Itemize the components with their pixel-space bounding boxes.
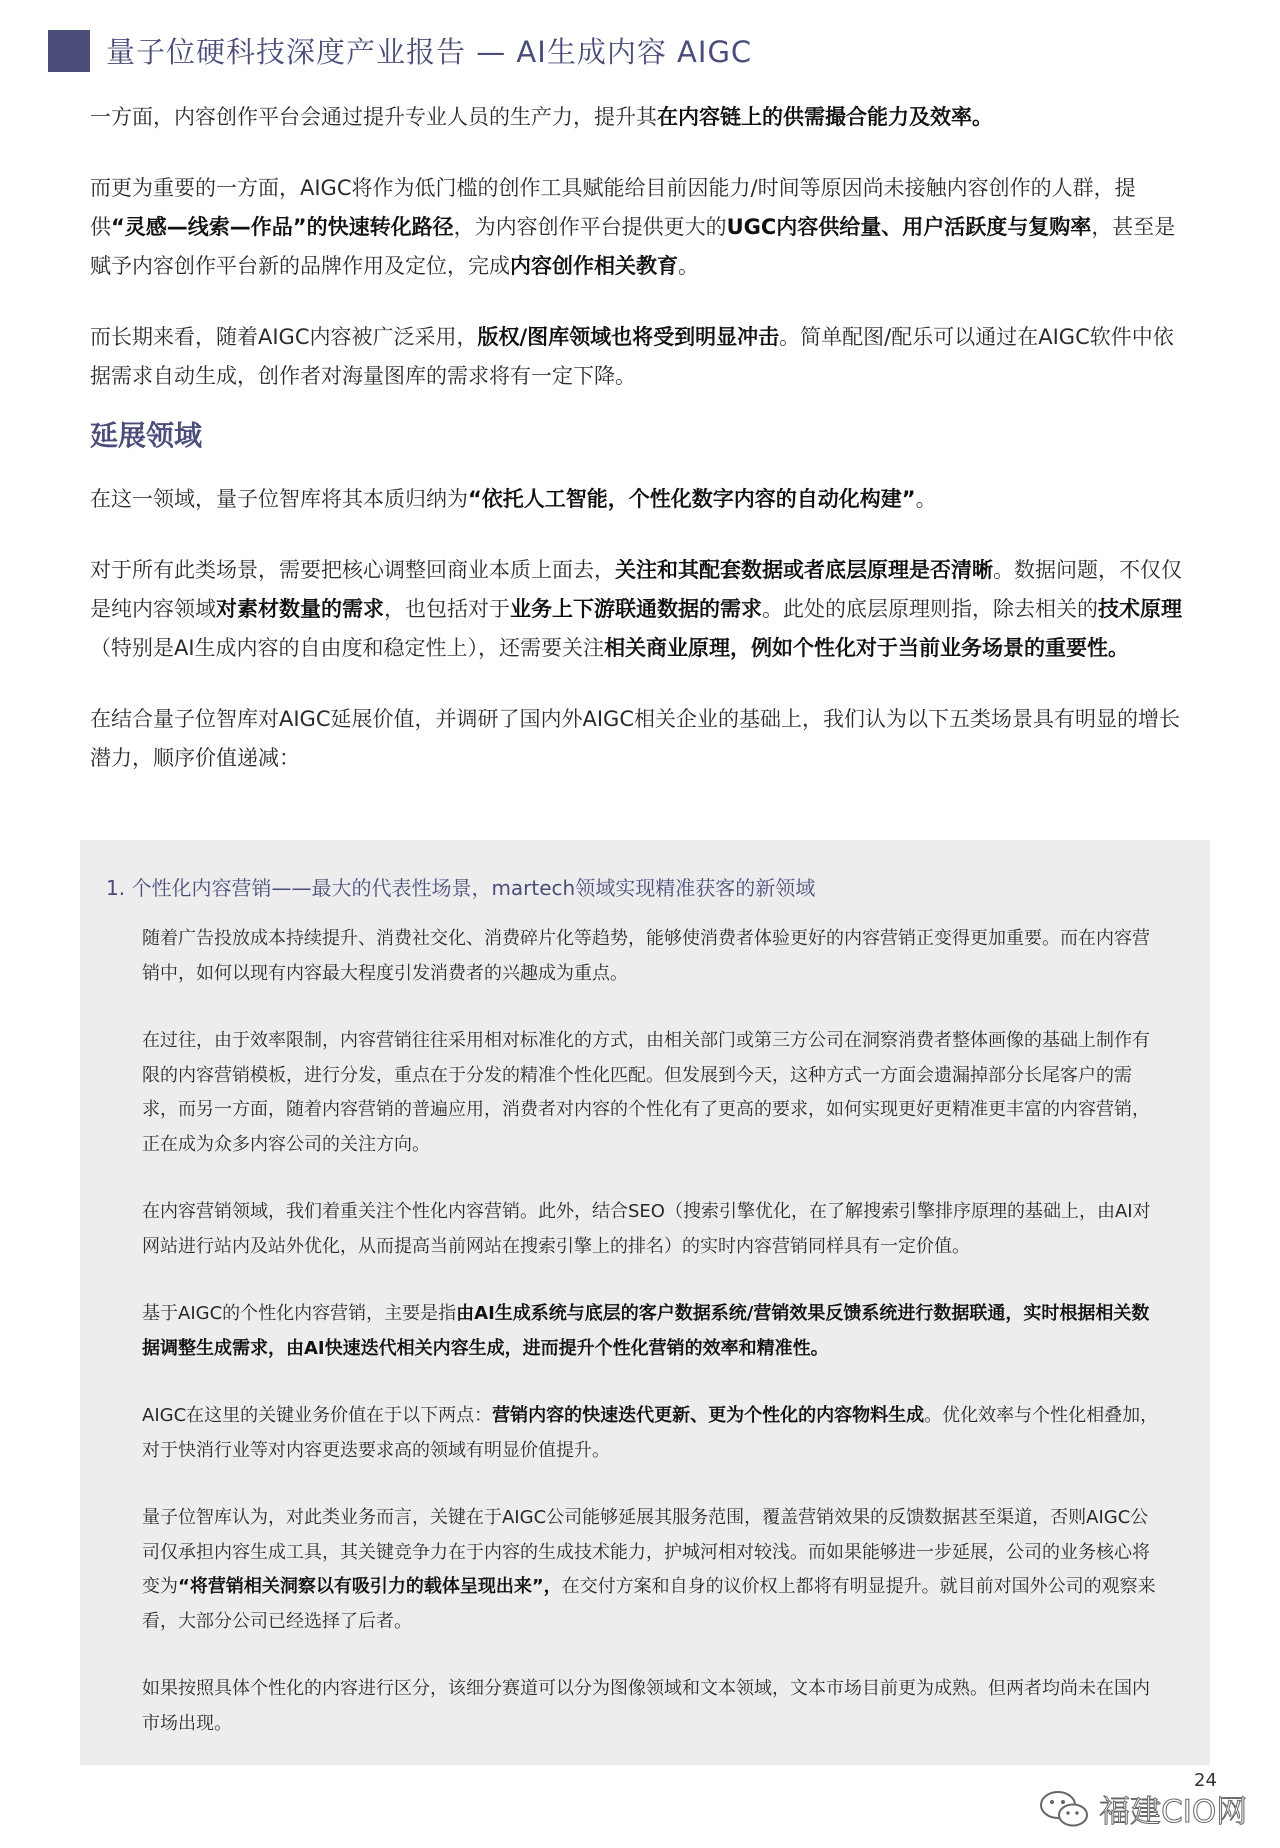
- emphasis-text: 版权/图库领域也将受到明显冲击: [477, 325, 780, 349]
- body-text: 在这一领域，量子位智库将其本质归纳为: [90, 487, 468, 511]
- wechat-icon: [1036, 1787, 1094, 1831]
- intro-paragraph: [90, 169, 1190, 286]
- body-text: AIGC在这里的关键业务价值在于以下两点：: [142, 1405, 493, 1426]
- scenario-paragraph: [142, 1399, 1164, 1468]
- body-text: 量子位智库认为，对此类业务而言，关键在于AIGC公司能够延展其服务范围，覆盖营销效果的反馈数据甚至渠道，否则AIGC公司仅承担内容生成工具，其关键竞争力在于内容的生成技术能力，护城河相对较浅。而如果能够进一步延展，公司的业务核心将变为: [142, 1507, 1150, 1597]
- body-text: 而长期来看，随着AIGC内容被广泛采用，: [90, 325, 478, 349]
- scenario-paragraph: [142, 1195, 1164, 1264]
- body-text: 。: [915, 487, 937, 511]
- body-text: 在过往，由于效率限制，内容营销往往采用相对标准化的方式，由相关部门或第三方公司在洞察消费者整体画像的基础上制作有限的内容营销模板，进行分发，重点在于分发的精准个性化匹配。但发展到今天，这种方式一方面会遗漏掉部分长尾客户的需求，而另一方面，随着内容营销的普遍应用，消费者对内容的个性化有了更高的要求，如何实现更好更精准更丰富的内容营销，正在成为众多内容公司的关注方向。: [142, 1030, 1150, 1155]
- body-text: 基于AIGC的个性化内容营销，主要是指: [142, 1303, 457, 1324]
- emphasis-text: 业务上下游联通数据的需求: [510, 597, 762, 621]
- body-text: 对于所有此类场景，需要把核心调整回商业本质上面去，: [90, 558, 615, 582]
- section-heading: 延展领域: [90, 419, 203, 452]
- emphasis-text: 营销内容的快速迭代更新、更为个性化的内容物料生成: [492, 1405, 925, 1426]
- intro-paragraph: [90, 318, 1190, 396]
- body-text: ，甚至是赋予内容创作平台新的品牌作用及定位，完成: [90, 215, 1176, 278]
- emphasis-text: 内容创作相关教育: [510, 254, 678, 278]
- section-paragraph: [90, 551, 1190, 668]
- page-header: [48, 30, 1228, 74]
- scenario-paragraph: [142, 1672, 1164, 1741]
- body-text: 一方面，内容创作平台会通过提升专业人员的生产力，提升其: [90, 105, 657, 129]
- body-text: 而更为重要的一方面，AIGC将作为低门槛的创作工具赋能给目前因能力/时间等原因尚未接触内容创作的人群，提供: [90, 176, 1136, 239]
- emphasis-text: 由AI生成系统与底层的客户数据系统/营销效果反馈系统进行数据联通，实时根据相关数据调整生成需求，由AI快速迭代相关内容生成，进而提升个性化营销的效率和精准性。: [142, 1303, 1150, 1359]
- body-text: 在结合量子位智库对AIGC延展价值，并调研了国内外AIGC相关企业的基础上，我们认为以下五类场景具有明显的增长潜力，顺序价值递减：: [90, 707, 1180, 770]
- body-text: 。数据问题，不仅仅是纯内容领域: [90, 558, 1182, 621]
- body-text: （特别是AI生成内容的自由度和稳定性上），还需要关注: [90, 636, 605, 660]
- section-paragraph: [90, 700, 1190, 778]
- emphasis-text: “依托人工智能，个性化数字内容的自动化构建”: [468, 487, 916, 511]
- body-text: ，也包括对于: [384, 597, 510, 621]
- scenario-paragraph: [142, 1024, 1164, 1162]
- scenario-paragraph: [142, 1501, 1164, 1639]
- watermark-text: 福建CIO网: [1099, 1794, 1248, 1830]
- main-content: [90, 98, 1190, 810]
- emphasis-text: UGC内容供给量、用户活跃度与复购率: [726, 215, 1092, 239]
- scenario-paragraph: [142, 922, 1164, 991]
- body-text: 在内容营销领域，我们着重关注个性化内容营销。此外，结合SEO（搜索引擎优化，在了解搜索引擎排序原理的基础上，由AI对网站进行站内及站外优化，从而提高当前网站在搜索引擎上的排名）的实时内容营销同样具有一定价值。: [142, 1201, 1151, 1257]
- scenario-paragraph: [142, 1297, 1164, 1366]
- emphasis-text: “将营销相关洞察以有吸引力的载体呈现出来”，: [178, 1576, 562, 1597]
- body-text: 。: [678, 254, 699, 278]
- emphasis-text: 技术原理: [1098, 597, 1182, 621]
- scenario-title: 1. 个性化内容营销——最大的代表性场景，martech领域实现精准获客的新领域: [106, 876, 816, 900]
- watermark: [1036, 1786, 1247, 1830]
- body-text: 如果按照具体个性化的内容进行区分，该细分赛道可以分为图像领域和文本领域，文本市场目前更为成熟。但两者均尚未在国内市场出现。: [142, 1678, 1150, 1734]
- scenario-box: [80, 840, 1210, 1765]
- body-text: 。优化效率与个性化相叠加，对于快消行业等对内容更迭要求高的领域有明显价值提升。: [142, 1405, 1159, 1461]
- emphasis-text: 对素材数量的需求: [216, 597, 384, 621]
- body-text: 。简单配图/配乐可以通过在AIGC软件中依据需求自动生成，创作者对海量图库的需求将有一定下降。: [90, 325, 1174, 388]
- body-text: 随着广告投放成本持续提升、消费社交化、消费碎片化等趋势，能够使消费者体验更好的内容营销正变得更加重要。而在内容营销中，如何以现有内容最大程度引发消费者的兴趣成为重点。: [142, 928, 1150, 984]
- emphasis-text: 相关商业原理，例如个性化对于当前业务场景的重要性。: [604, 636, 1130, 660]
- header-square-icon: [48, 30, 90, 72]
- page-title: 量子位硬科技深度产业报告 — AI生成内容 AIGC: [106, 35, 753, 69]
- emphasis-text: “灵感—线索—作品”的快速转化路径: [111, 215, 454, 239]
- emphasis-text: 在内容链上的供需撮合能力及效率。: [657, 105, 993, 129]
- emphasis-text: 关注和其配套数据或者底层原理是否清晰: [615, 558, 993, 582]
- page-number: 24: [1194, 1770, 1217, 1791]
- intro-paragraph: [90, 98, 1190, 137]
- body-text: ，为内容创作平台提供更大的: [453, 215, 727, 239]
- section-paragraph: [90, 480, 1190, 519]
- body-text: 。此处的底层原理则指，除去相关的: [762, 597, 1098, 621]
- body-text: 在交付方案和自身的议价权上都将有明显提升。就目前对国外公司的观察来看，大部分公司已经选择了后者。: [142, 1576, 1156, 1632]
